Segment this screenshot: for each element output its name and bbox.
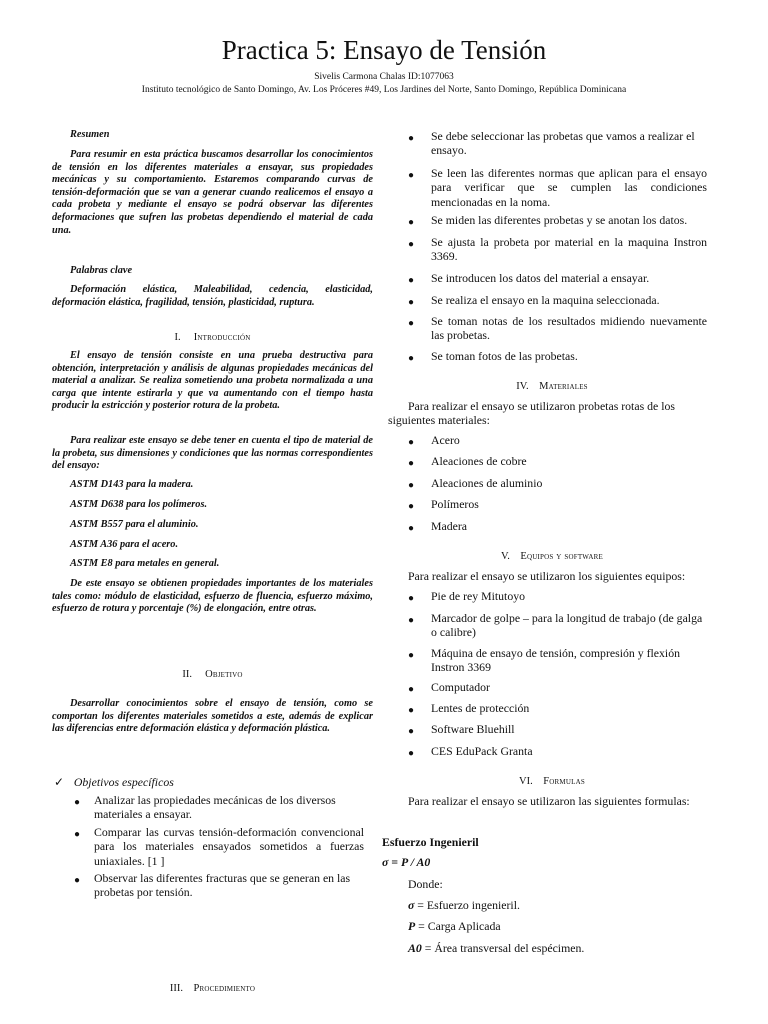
standard-item: ASTM D143 para la madera. (70, 479, 194, 490)
material-item: Madera (431, 519, 468, 533)
bullet-icon: ● (408, 650, 415, 661)
keywords-heading: Palabras clave (70, 265, 133, 276)
procedure-step: Se ajusta la probeta por material en la maquina Instron 3369. (431, 235, 707, 264)
procedure-step: Se leen las diferentes normas que aplican para el ensayo para verificar que se cumplen las condiciones mencionadas en la noma. (431, 166, 707, 209)
procedure-step: Se introducen los datos del material a ensayar. (431, 271, 650, 285)
equipment-item: CES EduPack Granta (431, 744, 533, 758)
bullet-icon: ● (74, 875, 81, 886)
formulas-number: VI. (519, 776, 533, 787)
intro-heading (52, 331, 373, 344)
specific-objectives-heading: ✓ Objetivos específicos (54, 775, 174, 789)
bullet-icon: ● (408, 705, 415, 716)
procedure-step: Se realiza el ensayo en la maquina seleccionada. (431, 293, 660, 307)
formulas-intro: Para realizar el ensayo se utilizaron las siguientes formulas: (408, 794, 690, 808)
author-line: Sivelis Carmona Chalas ID:1077063 (314, 72, 454, 82)
bullet-icon: ● (408, 239, 415, 250)
bullet-icon: ● (408, 615, 415, 626)
bullet-icon: ● (408, 318, 415, 329)
intro-paragraph-2: Para realizar este ensayo se debe tener en cuenta el tipo de material de la probeta, sus dimensiones y condiciones que las normas correspondientes del ensayo: (52, 435, 373, 472)
formula-name: Esfuerzo Ingenieril (382, 835, 479, 849)
standard-item: ASTM B557 para el aluminio. (70, 519, 199, 530)
bullet-icon: ● (408, 275, 415, 286)
intro-title: Introducción (193, 332, 251, 343)
bullet-icon: ● (74, 829, 81, 840)
bullet-icon: ● (408, 458, 415, 469)
procedure-step: Se toman fotos de las probetas. (431, 349, 578, 363)
bullet-icon: ● (408, 217, 415, 228)
abstract-heading: Resumen (70, 129, 110, 140)
equipment-intro: Para realizar el ensayo se utilizaron los siguientes equipos: (408, 569, 686, 583)
objective-heading (52, 668, 373, 681)
equipment-item: Software Bluehill (431, 722, 515, 736)
bullet-icon: ● (408, 353, 415, 364)
equipment-title: Equipos y software (520, 551, 603, 562)
formula-donde: Donde: (408, 877, 443, 891)
bullet-icon: ● (408, 523, 415, 534)
material-item: Acero (431, 433, 460, 447)
bullet-icon: ● (408, 748, 415, 759)
objective-number: II. (182, 669, 192, 680)
equipment-item: Marcador de golpe – para la longitud de trabajo (de galga o calibre) (431, 611, 703, 640)
specific-objective-item: Comparar las curvas tensión-deformación convencional para los materiales ensayados sometidos a fuerzas uniaxiales. [1 ] (94, 825, 364, 868)
equipment-item: Computador (431, 680, 490, 694)
procedure-heading (52, 982, 373, 995)
checkmark-icon: ✓ (54, 775, 64, 789)
paper-title: Practica 5: Ensayo de Tensión (221, 35, 547, 65)
procedure-step: Se debe seleccionar las probetas que vamos a realizar el ensayo. (431, 129, 695, 158)
abstract-text: Para resumir en esta práctica buscamos desarrollar los conocimientos de tensión en los diferentes materiales a ensayar, sus propiedades mecánicas y su comportamiento. Estaremos comparando curvas de tensión-deformación que se van a generar cuando realicemos el ensayo a cada probeta y mediante el ensayo se podrá observar las diferentes deformaciones que sufren las probetas dependiendo el material de cada una. (52, 149, 373, 236)
formula-equation: σ = P / A0 (382, 855, 431, 869)
equipment-number: V. (501, 551, 510, 562)
standard-item: ASTM D638 para los polímeros. (70, 499, 208, 510)
materials-title: Materiales (539, 381, 588, 392)
objective-text: Desarrollar conocimientos sobre el ensayo de tensión, como se comportan los diferentes materiales sometidos a este, además de explicar las diferencias entre deformación elástica y deformación plástica. (52, 698, 373, 735)
formula-def-area: A0 = Área transversal del espécimen. (408, 941, 585, 955)
bullet-icon: ● (408, 133, 415, 144)
bullet-icon: ● (408, 170, 415, 181)
procedure-title: Procedimiento (193, 983, 256, 994)
formulas-title: Formulas (543, 776, 585, 787)
bullet-icon: ● (74, 797, 81, 808)
equipment-item: Pie de rey Mitutoyo (431, 589, 526, 603)
institution-line: Instituto tecnológico de Santo Domingo, Av. Los Próceres #49, Los Jardines del Norte, Santo Domingo, República Dominicana (141, 85, 627, 95)
formulas-heading (388, 775, 716, 788)
standard-item: ASTM A36 para el acero. (70, 539, 179, 550)
material-item: Polímeros (431, 497, 479, 511)
formula-def-load: P = Carga Aplicada (408, 919, 501, 933)
keywords-text: Deformación elástica, Maleabilidad, cedencia, elasticidad, deformación elástica, fragilidad, tensión, plasticidad, ruptura. (52, 284, 373, 308)
standard-item: ASTM E8 para metales en general. (70, 558, 220, 569)
materials-number: IV. (516, 381, 529, 392)
equipment-heading (388, 550, 716, 563)
specific-objective-item: Analizar las propiedades mecánicas de los diversos materiales a ensayar. (94, 793, 336, 822)
material-item: Aleaciones de cobre (431, 454, 527, 468)
intro-paragraph-3: De este ensayo se obtienen propiedades importantes de los materiales tales como: módulo de elasticidad, esfuerzo de fluencia, esfuerzo máximo, esfuerzo de rotura y porcentaje (%) de elongación, entre otras. (52, 578, 373, 615)
material-item: Aleaciones de aluminio (431, 476, 543, 490)
bullet-icon: ● (408, 297, 415, 308)
materials-intro: Para realizar el ensayo se utilizaron probetas rotas de los siguientes materiales: (388, 399, 675, 427)
materials-heading (388, 380, 716, 393)
bullet-icon: ● (408, 437, 415, 448)
specific-objective-item: Observar las diferentes fracturas que se generan en las probetas por tensión. (94, 871, 351, 900)
bullet-icon: ● (408, 593, 415, 604)
equipment-item: Lentes de protección (431, 701, 530, 715)
bullet-icon: ● (408, 480, 415, 491)
bullet-icon: ● (408, 726, 415, 737)
bullet-icon: ● (408, 501, 415, 512)
procedure-step: Se toman notas de los resultados midiendo nuevamente las probetas. (431, 314, 707, 343)
procedure-number: III. (169, 983, 184, 994)
intro-paragraph-1: El ensayo de tensión consiste en una prueba destructiva para obtención, interpretación y análisis de algunas propiedades mecánicas del material a analizar. Se realiza sometiendo una probeta normalizada a una carga que intente estirarla y que va aumentando con el tiempo hasta producir la estricción y posterior rotura de la probeta. (52, 350, 373, 412)
procedure-step: Se miden las diferentes probetas y se anotan los datos. (431, 213, 688, 227)
objective-title: Objetivo (205, 669, 243, 680)
equipment-item: Máquina de ensayo de tensión, compresión y flexión Instron 3369 (431, 646, 680, 675)
formula-def-sigma: σ = Esfuerzo ingenieril. (408, 898, 520, 912)
bullet-icon: ● (408, 684, 415, 695)
intro-number: I. (174, 332, 181, 343)
